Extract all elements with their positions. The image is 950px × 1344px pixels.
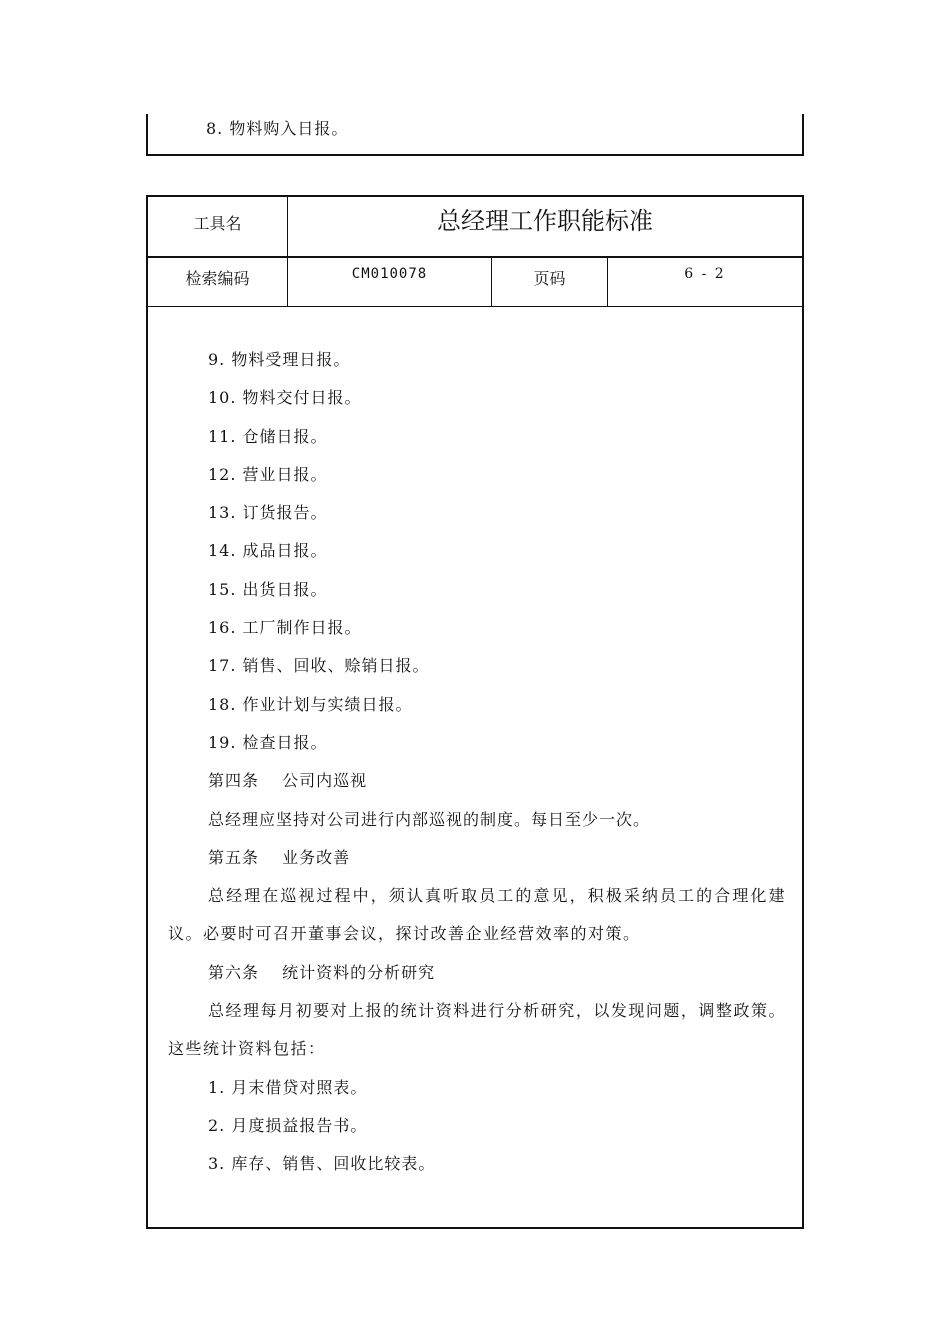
list-item: 2. 月度损益报告书。 — [208, 1115, 368, 1135]
list-item: 10. 物料交付日报。 — [208, 388, 362, 408]
article-title: 第四条 公司内巡视 — [208, 771, 368, 791]
list-item: 15. 出货日报。 — [208, 579, 328, 599]
list-item: 13. 订货报告。 — [208, 503, 328, 523]
article-paragraph: 总经理在巡视过程中，须认真听取员工的意见，积极采纳员工的合理化建议。必要时可召开董事会议，探讨改善企业经营效率的对策。 — [168, 886, 786, 944]
list-item: 9. 物料受理日报。 — [208, 350, 351, 369]
list-item: 16. 工厂制作日报。 — [208, 618, 362, 638]
code-label: 检索编码 — [148, 258, 288, 307]
list-item: 18. 作业计划与实绩日报。 — [208, 694, 413, 714]
list-item: 3. 库存、销售、回收比较表。 — [208, 1154, 436, 1174]
list-item: 19. 检查日报。 — [208, 732, 328, 752]
code-value: CM010078 — [288, 258, 492, 307]
table-header — [148, 197, 802, 307]
tool-name-label: 工具名 — [148, 197, 288, 258]
previous-page-table-tail — [146, 114, 804, 156]
page-label: 页码 — [492, 258, 608, 307]
list-item: 14. 成品日报。 — [208, 541, 328, 561]
document-title: 总经理工作职能标准 — [288, 197, 802, 258]
article-title: 第六条 统计资料的分析研究 — [208, 962, 436, 982]
list-item: 11. 仓储日报。 — [208, 426, 328, 446]
list-item: 8. 物料购入日报。 — [206, 119, 349, 138]
page-value: 6 - 2 — [608, 258, 802, 307]
list-item: 1. 月末借贷对照表。 — [208, 1077, 368, 1097]
article-paragraph: 总经理每月初要对上报的统计资料进行分析研究，以发现问题，调整政策。这些统计资料包括： — [168, 1001, 786, 1059]
list-item: 12. 营业日报。 — [208, 464, 328, 484]
document-table — [146, 195, 804, 1229]
document-body — [168, 341, 786, 1184]
list-item: 17. 销售、回收、赊销日报。 — [208, 656, 430, 676]
article-paragraph: 总经理应坚持对公司进行内部巡视的制度。每日至少一次。 — [208, 809, 651, 829]
article-title: 第五条 业务改善 — [208, 847, 351, 867]
